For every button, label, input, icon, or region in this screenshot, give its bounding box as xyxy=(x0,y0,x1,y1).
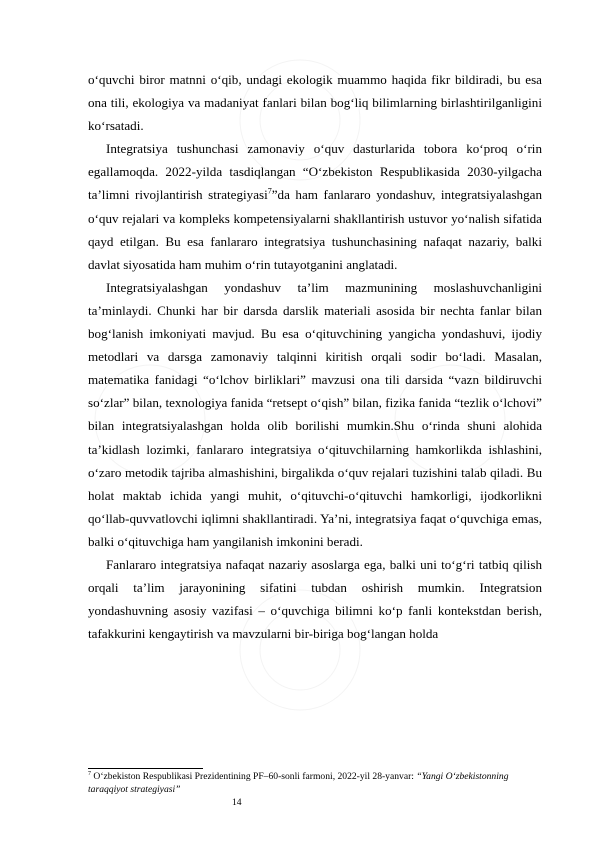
footnote-divider xyxy=(88,768,203,769)
footnote-reference[interactable]: 7 xyxy=(267,187,272,197)
body-text xyxy=(88,68,542,645)
paragraph-2 xyxy=(88,137,542,276)
paragraph-3 xyxy=(88,276,542,553)
page-number: 14 xyxy=(232,797,242,808)
footnote xyxy=(88,771,548,796)
paragraph-2-text-after: ”da ham fanlararo yondashuv, integratsiyalashgan o‘quv rejalari va kompleks kompetensiyalarni shakllantirish ustuvor yo‘nalish sifatida qayd etilgan. Bu esa fanlararo integratsiya tushunchasining nafaqat nazariy, balki davlat siyosatida ham muhim o‘rin tutayotganini anglatadi. xyxy=(88,187,542,272)
footnote-text: O‘zbekiston Respublikasi Prezidentining PF–60-sonli farmoni, 2022-yil 28-yanvar: xyxy=(93,771,417,782)
paragraph-2-text-before: Integratsiya tushunchasi zamonaviy o‘quv dasturlarida tobora ko‘proq o‘rin egallamoqda. 2022-yilda tasdiqlangan “O‘zbekiston Respublikasida 2030-yilgacha ta’limni rivojlantirish strategiyasi xyxy=(88,141,542,203)
paragraph-4-text: Fanlararo integratsiya nafaqat nazariy asoslarga ega, balki uni to‘g‘ri tatbiq qilish orqali ta’lim jarayonining sifatini tubdan oshirish mumkin. Integratsion yondashuvning asosiy vazifasi – o‘quvchiga bilimni ko‘p fanli kontekstdan berish, tafakkurini kengaytirish va mavzularni bir-biriga bog‘langan holda xyxy=(88,556,542,642)
paragraph-4 xyxy=(88,553,542,645)
footnote-number: 7 xyxy=(88,770,91,777)
paragraph-1 xyxy=(88,68,542,137)
paragraph-1-text: o‘quvchi biror matnni o‘qib, undagi ekologik muammo haqida fikr bildiradi, bu esa ona tili, ekologiya va madaniyat fanlari bilan bog‘liq bilimlarning birlashtirilganligini ko‘rsatadi. xyxy=(88,72,542,134)
paragraph-3-text: Integratsiyalashgan yondashuv ta’lim mazmunining moslashuvchanligini ta’minlaydi. Chunki har bir darsda darslik materiali asosida bir nechta fanlar bilan bog‘lanish imkoniyati mavjud. Bu esa o‘qituvchining yangicha yondashuvi, ijodiy metodlari va darsga zamonaviy talqinni kiritish orqali sodir bo‘ladi. Masalan, matematika fanidagi “o‘lchov birliklari” mavzusi ona tili darsida “vazn bildiruvchi so‘zlar” bilan, texnologiya fanida “retsept o‘qish” bilan, fizika fanida “tezlik o‘lchovi” bilan integratsiyalashgan holda olib borilishi mumkin.Shu o‘rinda shuni alohida ta’kidlash lozimki, fanlararo integratsiya o‘qituvchilarning hamkorlikda ishlashini, o‘zaro metodik tajriba almashishini, birgalikda o‘quv rejalari tuzishini talab qiladi. Bu holat maktab ichida yangi muhit, o‘qituvchi-o‘qituvchi hamkorligi, ijodkorlikni qo‘llab-quvvatlovchi iqlimni shakllantiradi. Ya’ni, integratsiya faqat o‘quvchiga emas, balki o‘qituvchiga ham yangilanish imkonini beradi. xyxy=(88,279,542,549)
footnote-italic-text: “Yangi O‘zbekistonning taraqqiyot strategiyasi” xyxy=(88,771,509,795)
